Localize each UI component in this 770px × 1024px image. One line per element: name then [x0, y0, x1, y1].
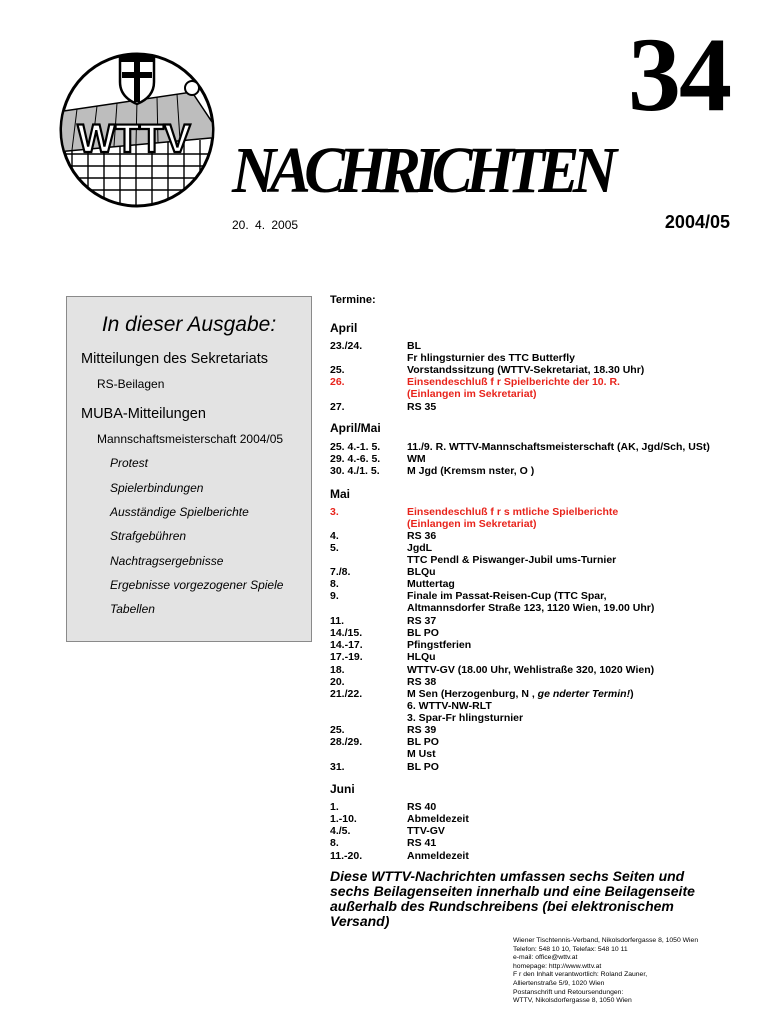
logo-text: WTTV	[77, 117, 191, 161]
row-text: Einsendeschluß f r Spielberichte der 10. R.	[407, 376, 620, 388]
schedule-row	[330, 676, 730, 688]
schedule-row	[330, 651, 730, 663]
row-text: HLQu	[407, 651, 436, 663]
toc-title: In dieser Ausgabe:	[101, 313, 277, 336]
toc-panel	[66, 296, 312, 642]
row-date: 4.	[330, 530, 339, 542]
row-date: 29. 4.-6. 5.	[330, 453, 381, 465]
row-text: RS 35	[407, 401, 437, 413]
row-text: WM	[407, 453, 426, 465]
schedule-row	[330, 627, 730, 639]
row-date: 1.	[330, 801, 339, 813]
row-text: RS 37	[407, 615, 437, 627]
schedule-row	[330, 837, 730, 849]
schedule-row	[330, 664, 730, 676]
row-text: RS 36	[407, 530, 437, 542]
schedule-row	[330, 530, 730, 542]
row-text: TTC Pendl & Piswanger-Jubil ums-Turnier	[407, 554, 617, 566]
schedule-row	[330, 801, 730, 813]
wttv-logo	[52, 42, 222, 212]
row-date: 11.-20.	[330, 850, 363, 862]
row-text: Anmeldezeit	[407, 850, 469, 862]
row-text: JgdL	[407, 542, 433, 554]
row-date: 8.	[330, 578, 339, 590]
row-date: 28./29.	[330, 736, 363, 748]
footer-line: Wiener Tischtennis-Verband, Nikolsdorfergasse 8, 1050 Wien	[513, 937, 699, 944]
schedule-row	[330, 712, 730, 724]
schedule-row	[330, 602, 730, 614]
footer-line: Postanschrift und Retoursendungen:	[513, 988, 624, 996]
schedule-row	[330, 761, 730, 773]
toc-item: Mannschaftsmeisterschaft 2004/05	[97, 432, 284, 446]
row-date: 21./22.	[330, 688, 363, 700]
schedule-row	[330, 542, 730, 554]
schedule-row	[330, 850, 730, 862]
schedule-row	[330, 441, 730, 453]
schedule-row	[330, 364, 730, 376]
toc-item: Strafgebühren	[110, 529, 187, 543]
issue-summary: Diese WTTV-Nachrichten umfassen sechs Seiten und sechs Beilagenseiten innerhalb und eine Beilagenseite außerhalb des Rundschreibens (bei elektronischem Versand)	[330, 868, 695, 929]
footer-line: e-mail: office@wttv.at	[513, 954, 578, 962]
row-text: BLQu	[407, 566, 436, 578]
row-text: M Sen (Herzogenburg, N , ge nderter Termin!)	[407, 688, 634, 700]
row-text: Pfingstferien	[407, 639, 472, 651]
schedule-row	[330, 639, 730, 651]
row-text: Abmeldezeit	[407, 813, 469, 825]
schedule-row	[330, 465, 730, 477]
row-date: 14./15.	[330, 627, 363, 639]
toc-item: Nachtragsergebnisse	[110, 554, 224, 568]
schedule-row	[330, 352, 730, 364]
schedule-row	[330, 825, 730, 837]
toc-item: Ausständige Spielberichte	[110, 505, 249, 519]
row-date: 9.	[330, 590, 339, 602]
row-date: 23./24.	[330, 340, 363, 352]
row-text: RS 41	[407, 837, 437, 849]
row-text: BL	[407, 340, 421, 352]
row-text: Fr hlingsturnier des TTC Butterfly	[407, 352, 576, 364]
row-date: 31.	[330, 761, 345, 773]
toc-item: MUBA-Mitteilungen	[81, 406, 206, 422]
masthead-title: NACHRICHTEN	[232, 134, 611, 207]
schedule-row	[330, 813, 730, 825]
toc-item: Spielerbindungen	[110, 481, 204, 495]
issue-number: 34	[628, 16, 730, 133]
row-text: 6. WTTV-NW-RLT	[407, 700, 492, 712]
row-text: RS 39	[407, 724, 437, 736]
row-text: Finale im Passat-Reisen-Cup (TTC Spar,	[407, 590, 607, 602]
schedule-row	[330, 401, 730, 413]
row-text: Altmannsdorfer Straße 123, 1120 Wien, 19.00 Uhr)	[407, 602, 655, 614]
row-text: Einsendeschluß f r s mtliche Spielberichte	[407, 506, 619, 518]
row-date: 5.	[330, 542, 339, 554]
row-date: 27.	[330, 401, 345, 413]
row-date: 25.	[330, 364, 345, 376]
month-heading: Mai	[330, 487, 351, 501]
schedule-row	[330, 340, 730, 352]
row-text: Muttertag	[407, 578, 455, 590]
row-date: 14.-17.	[330, 639, 363, 651]
schedule-row	[330, 700, 730, 712]
row-text: Vorstandssitzung (WTTV-Sekretariat, 18.30 Uhr)	[407, 364, 645, 376]
season-label: 2004/05	[664, 212, 730, 232]
row-text: BL PO	[407, 761, 439, 773]
publisher-footer	[513, 937, 743, 1006]
issue-date: 20. 4. 2005	[232, 218, 299, 232]
schedule-row	[330, 590, 730, 602]
footer-line: WTTV, Nikolsdorfergasse 8, 1050 Wien	[513, 997, 632, 1005]
schedule-row	[330, 566, 730, 578]
month-heading: April	[330, 321, 358, 335]
schedule-row	[330, 724, 730, 736]
row-date: 3.	[330, 506, 339, 518]
row-date: 30. 4./1. 5.	[330, 465, 380, 477]
schedule-row	[330, 518, 730, 530]
row-date: 25. 4.-1. 5.	[330, 441, 381, 453]
row-date: 18.	[330, 664, 345, 676]
toc-item: Protest	[110, 456, 149, 470]
row-date: 7./8.	[330, 566, 351, 578]
row-text: TTV-GV	[407, 825, 445, 837]
row-date: 17.-19.	[330, 651, 363, 663]
toc-item: RS-Beilagen	[97, 377, 165, 391]
row-date: 1.-10.	[330, 813, 357, 825]
row-text: WTTV-GV (18.00 Uhr, Wehlistraße 320, 1020 Wien)	[407, 664, 655, 676]
schedule-row	[330, 453, 730, 465]
row-date: 26.	[330, 376, 345, 388]
row-text: 3. Spar-Fr hlingsturnier	[407, 712, 524, 724]
row-text: 11./9. R. WTTV-Mannschaftsmeisterschaft (AK, Jgd/Sch, USt)	[407, 441, 710, 453]
row-date: 25.	[330, 724, 345, 736]
footer-line: homepage: http://www.wttv.at	[513, 962, 602, 970]
row-text: M Ust	[407, 748, 436, 760]
row-date: 11.	[330, 615, 345, 627]
schedule-row	[330, 688, 730, 700]
footer-line: Alliertenstraße 5/9, 1020 Wien	[513, 979, 605, 987]
schedule-row	[330, 554, 730, 566]
schedule-row	[330, 376, 730, 388]
schedule-row	[330, 736, 730, 748]
schedule-row	[330, 506, 730, 518]
footer-line: F r den Inhalt verantwortlich: Roland Zauner,	[513, 971, 648, 979]
month-heading: April/Mai	[330, 421, 381, 435]
termine-label: Termine:	[330, 294, 376, 306]
footer-line: Telefon: 548 10 10, Telefax: 548 10 11	[513, 945, 628, 953]
toc-item: Ergebnisse vorgezogener Spiele	[110, 578, 284, 592]
schedule-row	[330, 615, 730, 627]
row-date: 8.	[330, 837, 339, 849]
row-text: RS 38	[407, 676, 437, 688]
row-date: 4./5.	[330, 825, 351, 837]
toc-item: Mitteilungen des Sekretariats	[81, 351, 268, 367]
toc-item: Tabellen	[110, 602, 155, 616]
row-text: BL PO	[407, 736, 439, 748]
schedule-row	[330, 578, 730, 590]
row-text: RS 40	[407, 801, 437, 813]
row-date: 20.	[330, 676, 345, 688]
month-heading: Juni	[330, 782, 355, 796]
schedule-row	[330, 388, 730, 400]
schedule-row	[330, 748, 730, 760]
row-text: (Einlangen im Sekretariat)	[407, 518, 537, 530]
row-text: BL PO	[407, 627, 439, 639]
row-text: M Jgd (Kremsm nster, O )	[407, 465, 535, 477]
row-text: (Einlangen im Sekretariat)	[407, 388, 537, 400]
